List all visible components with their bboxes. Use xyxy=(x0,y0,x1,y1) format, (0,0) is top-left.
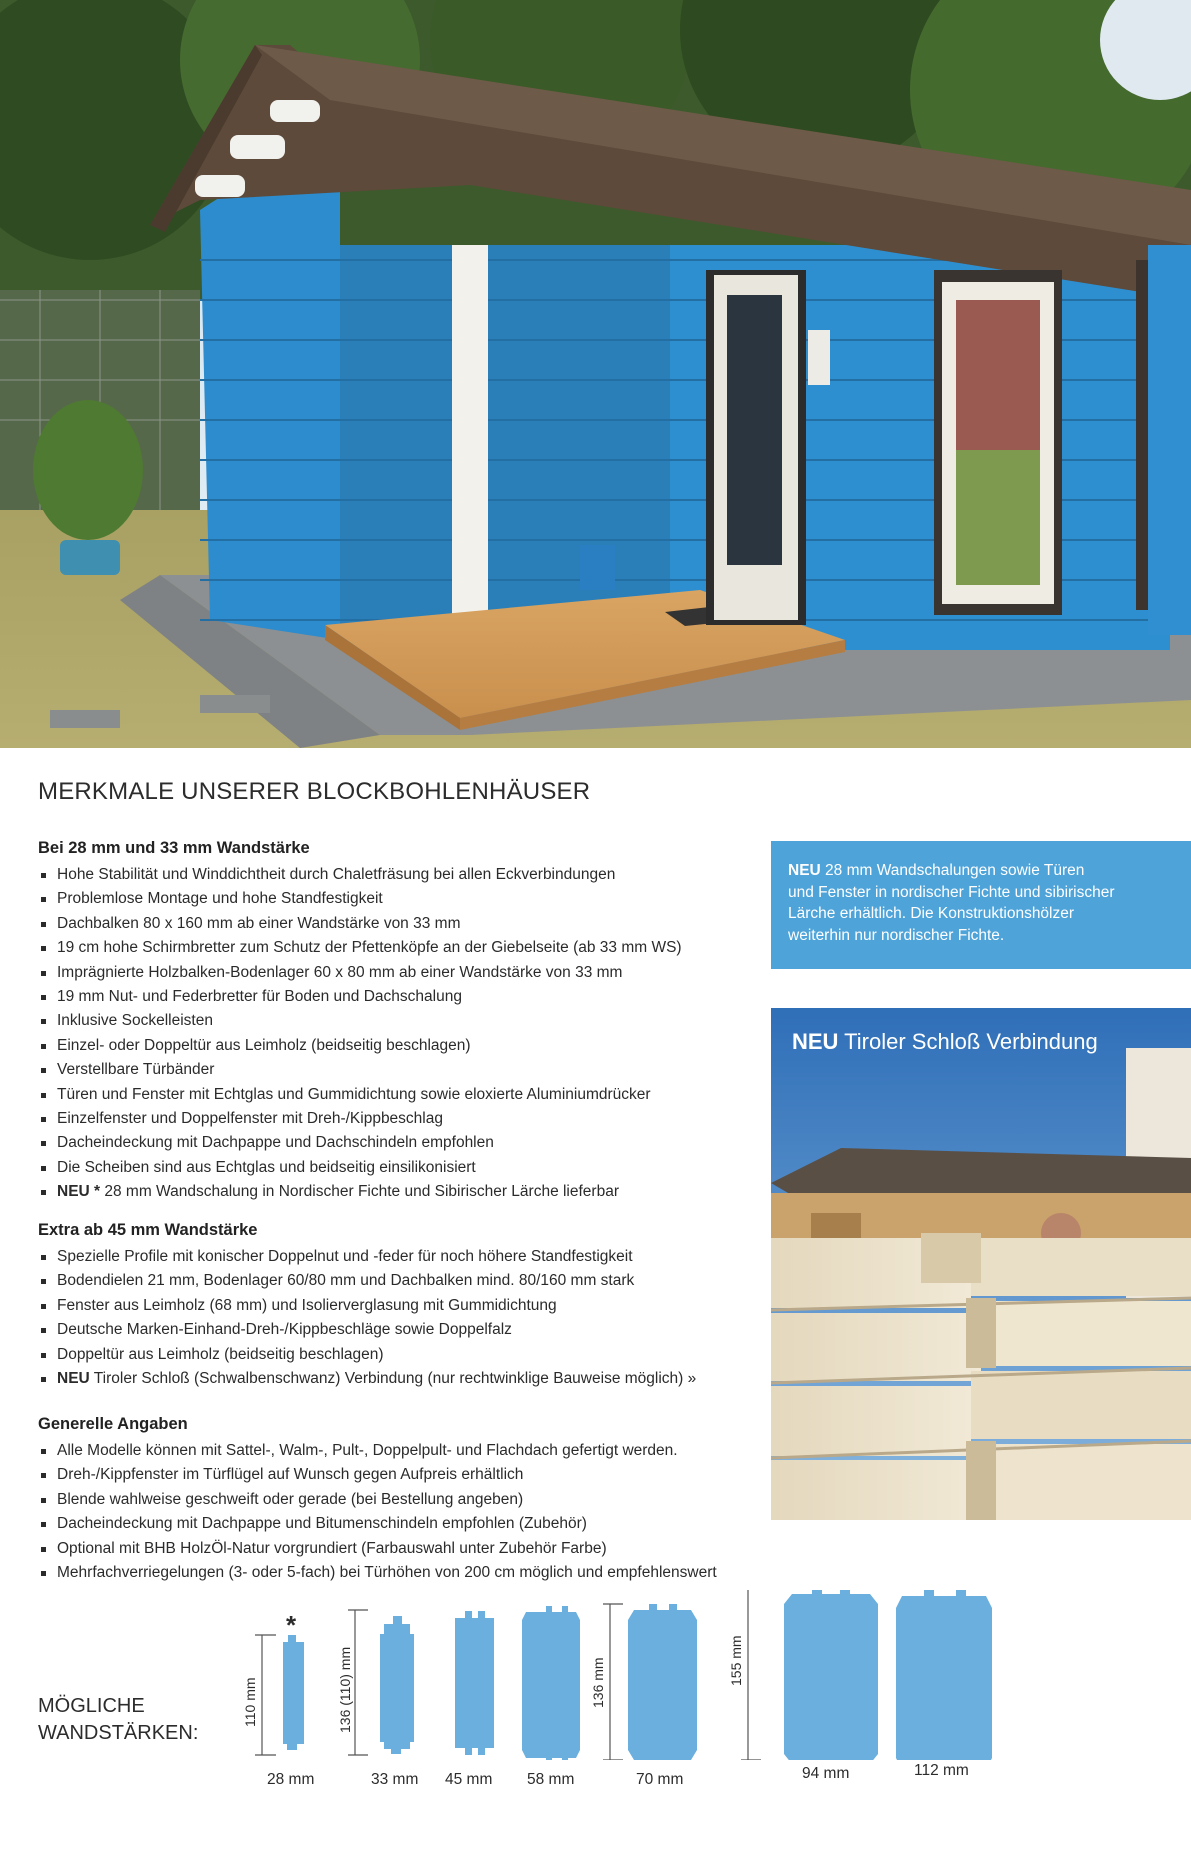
list-item: Dacheindeckung mit Dachpappe und Bitumenschindeln empfohlen (Zubehör) xyxy=(38,1512,778,1536)
list-item: Dreh-/Kippfenster im Türflügel auf Wunsch gegen Aufpreis erhältlich xyxy=(38,1463,778,1487)
list-item: NEU Tiroler Schloß (Schwalbenschwanz) Verbindung (nur rechtwinklige Bauweise möglich) » xyxy=(38,1367,778,1391)
list-item: Dacheindeckung mit Dachpappe und Dachschindeln empfohlen xyxy=(38,1131,778,1155)
list-item: Blende wahlweise geschweift oder gerade (bei Bestellung angeben) xyxy=(38,1488,778,1512)
list-item: Doppeltür aus Leimholz (beidseitig beschlagen) xyxy=(38,1343,778,1367)
list-item: Bodendielen 21 mm, Bodenlager 60/80 mm und Dachbalken mind. 80/160 mm stark xyxy=(38,1269,778,1293)
list-item: Dachbalken 80 x 160 mm ab einer Wandstärke von 33 mm xyxy=(38,912,778,936)
feature-list xyxy=(38,1245,778,1391)
dimension-label: 110 mm xyxy=(242,1677,258,1727)
section-general xyxy=(38,1415,778,1585)
list-item: Verstellbare Türbänder xyxy=(38,1058,778,1082)
asterisk-marker: * xyxy=(286,1610,297,1640)
list-item: Alle Modelle können mit Sattel-, Walm-, Pult-, Doppelpult- und Flachdach gefertigt werden. xyxy=(38,1439,778,1463)
list-item: Einzel- oder Doppeltür aus Leimholz (beidseitig beschlagen) xyxy=(38,1034,778,1058)
profile-94mm xyxy=(784,1590,878,1760)
list-item: 19 mm Nut- und Federbretter für Boden und Dachschalung xyxy=(38,985,778,1009)
profile-caption: 112 mm xyxy=(914,1762,969,1779)
dimension-label: 136 mm xyxy=(590,1657,606,1708)
section-heading: Bei 28 mm und 33 mm Wandstärke xyxy=(38,839,310,857)
profile-45mm xyxy=(455,1611,494,1755)
neu-badge: NEU * xyxy=(57,1183,101,1201)
feature-list xyxy=(38,863,778,1205)
profile-caption: 94 mm xyxy=(802,1765,850,1782)
photo-caption: NEU Tiroler Schloß Verbindung xyxy=(792,1029,1098,1054)
section-heading: Extra ab 45 mm Wandstärke xyxy=(38,1221,258,1239)
profile-33mm xyxy=(380,1616,414,1754)
profile-caption: 58 mm xyxy=(527,1771,575,1788)
profile-caption: 28 mm xyxy=(267,1771,315,1788)
list-item: Spezielle Profile mit konischer Doppelnut und -feder für noch höhere Standfestigkeit xyxy=(38,1245,778,1269)
list-item: Fenster aus Leimholz (68 mm) und Isolierverglasung mit Gummidichtung xyxy=(38,1294,778,1318)
neu-badge: NEU xyxy=(788,862,821,879)
list-item: Mehrfachverriegelungen (3- oder 5-fach) bei Türhöhen von 200 cm möglich und empfehlenswert xyxy=(38,1561,778,1585)
section-heading: Generelle Angaben xyxy=(38,1415,188,1433)
dimension-label: 155 mm xyxy=(728,1635,744,1686)
list-item: Deutsche Marken-Einhand-Dreh-/Kippbeschläge sowie Doppelfalz xyxy=(38,1318,778,1342)
wall-thickness-label: MÖGLICHE WANDSTÄRKEN: xyxy=(38,1695,199,1744)
tiroler-schloss-photo xyxy=(771,1008,1191,1520)
profile-28mm xyxy=(283,1635,304,1750)
dimension-label: 136 (110) mm xyxy=(337,1646,353,1733)
section-45mm xyxy=(38,1221,778,1391)
feature-list xyxy=(38,1439,778,1585)
profile-caption: 33 mm xyxy=(371,1771,419,1788)
profile-112mm xyxy=(896,1590,992,1760)
profile-70mm xyxy=(628,1604,697,1760)
list-item: Die Scheiben sind aus Echtglas und beidseitig einsilikonisiert xyxy=(38,1156,778,1180)
list-item: Türen und Fenster mit Echtglas und Gummidichtung sowie eloxierte Aluminiumdrücker xyxy=(38,1083,778,1107)
page-title: MERKMALE UNSERER BLOCKBOHLENHÄUSER xyxy=(38,778,591,805)
neu-badge: NEU xyxy=(57,1370,90,1388)
profile-caption: 70 mm xyxy=(636,1771,684,1788)
list-item: Hohe Stabilität und Winddichtheit durch Chaletfräsung bei allen Eckverbindungen xyxy=(38,863,778,887)
hero-photo xyxy=(0,0,1191,748)
section-28-33mm xyxy=(38,839,778,1205)
info-box-new: NEU 28 mm Wandschalungen sowie Türen und Fenster in nordischer Fichte und sibirischer Lärche erhältlich. Die Konstruktionshölzer weiterhin nur nordischer Fichte. xyxy=(771,841,1191,969)
list-item: Einzelfenster und Doppelfenster mit Dreh-/Kippbeschlag xyxy=(38,1107,778,1131)
list-item: Imprägnierte Holzbalken-Bodenlager 60 x 80 mm ab einer Wandstärke von 33 mm xyxy=(38,961,778,985)
list-item: NEU * 28 mm Wandschalung in Nordischer Fichte und Sibirischer Lärche lieferbar xyxy=(38,1180,778,1204)
profile-58mm xyxy=(522,1606,580,1760)
neu-badge: NEU xyxy=(792,1029,839,1054)
list-item: Inklusive Sockelleisten xyxy=(38,1009,778,1033)
profile-caption: 45 mm xyxy=(445,1771,493,1788)
list-item: Optional mit BHB HolzÖl-Natur vorgrundiert (Farbauswahl unter Zubehör Farbe) xyxy=(38,1537,778,1561)
list-item: 19 cm hohe Schirmbretter zum Schutz der Pfettenköpfe an der Giebelseite (ab 33 mm WS) xyxy=(38,936,778,960)
list-item: Problemlose Montage und hohe Standfestigkeit xyxy=(38,887,778,911)
